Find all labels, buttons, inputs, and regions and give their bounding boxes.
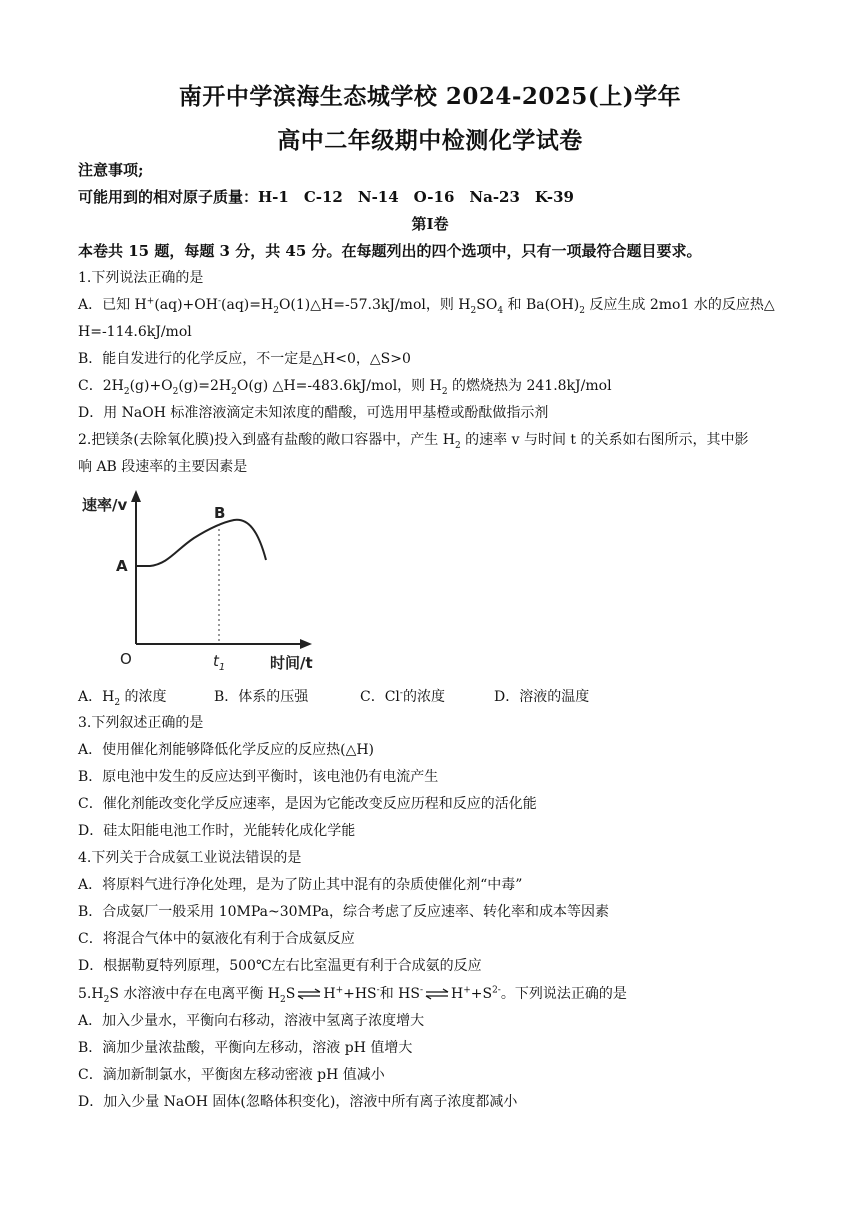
q5-sup-plus-b: + xyxy=(463,985,471,996)
q3-option-c: C．催化剂能改变化学反应速率，是因为它能改变反应历程和反应的活化能 xyxy=(78,796,537,812)
q1-option-d: D．用 NaOH 标准溶液滴定未知浓度的醋酸，可选用甲基橙或酚酞做指示剂 xyxy=(78,405,549,421)
q1-a-text-2: (aq)+OH xyxy=(154,297,218,313)
q4-option-b: B．合成氨厂一般采用 10MPa~30MPa，综合考虑了反应速率、转化率和成本等因素 xyxy=(78,904,610,920)
equilibrium-arrow-icon xyxy=(297,988,321,1000)
q5-sub-2a: 2 xyxy=(103,994,110,1005)
q4-stem: 4.下列关于合成氨工业说法错误的是 xyxy=(78,850,302,866)
atomic-mass-line: 可能用到的相对原子质量：H-1 C-12 N-14 O-16 Na-23 K-39 xyxy=(78,188,574,206)
q2-stem xyxy=(78,430,798,450)
exam-title-line2: 高中二年级期中检测化学试卷 xyxy=(277,127,583,154)
q2-stem-text-1: 2.把镁条(去除氧化膜)投入到盛有盐酸的敞口容器中，产生 H xyxy=(78,432,455,448)
q1-a-text-6: 和 Ba(OH) xyxy=(503,297,580,313)
q1-c-text-3: (g)=2H xyxy=(178,378,232,394)
q5-sup-plus-a: + xyxy=(335,985,344,996)
q3-option-a: A．使用催化剂能够降低化学反应的反应热(△H) xyxy=(78,742,375,758)
q5-text-5: +HS xyxy=(343,986,377,1002)
q2-a-sub-2: 2 xyxy=(114,697,121,708)
q1-c-text-4: O(g) △H=-483.6kJ/mol，则 H xyxy=(236,378,442,394)
q5-option-a: A．加入少量水，平衡向右移动，溶液中氢离子浓度增大 xyxy=(78,1013,425,1029)
q1-a-text-3: (aq)=H xyxy=(221,297,274,313)
q1-c-sub-2b: 2 xyxy=(172,386,179,397)
q1-a-sub-2c: 2 xyxy=(579,305,585,316)
q1-a-text-7: 反应生成 2mo1 水的反应热△ xyxy=(584,297,775,313)
q1-option-b: B．能自发进行的化学反应，不一定是△H<0，△S>0 xyxy=(78,351,411,367)
q2-options xyxy=(78,686,778,706)
q1-c-text-5: 的燃烧热为 241.8kJ/mol xyxy=(447,378,612,394)
q3-stem: 3.下列叙述正确的是 xyxy=(78,715,204,731)
y-axis-label: 速率/v xyxy=(82,496,128,514)
section-instructions: 本卷共 15 题，每题 3 分，共 45 分。在每题列出的四个选项中，只有一项最符合题目要求。 xyxy=(78,242,702,260)
q3-option-b: B．原电池中发生的反应达到平衡时，该电池仍有电流产生 xyxy=(78,769,439,785)
q1-stem: 1.下列说法正确的是 xyxy=(78,270,204,286)
q1-c-sub-2d: 2 xyxy=(441,386,448,397)
q2-a-text-1: A．H xyxy=(78,689,115,705)
q1-c-text-2: (g)+O xyxy=(129,378,173,394)
section-title: 第Ⅰ卷 xyxy=(411,215,449,233)
point-b-label: B xyxy=(214,504,226,522)
q5-text-6: 和 HS xyxy=(379,986,420,1002)
q5-sup-2minus: 2- xyxy=(492,985,501,996)
q1-a-sub-2a: 2 xyxy=(273,305,279,316)
q5-text-9: 。下列说法正确的是 xyxy=(500,986,627,1002)
q4-option-a: A．将原料气进行净化处理，是为了防止其中混有的杂质使催化剂“中毒” xyxy=(78,877,523,893)
q2-stem-line2: 响 AB 段速率的主要因素是 xyxy=(78,459,248,475)
q1-c-sub-2c: 2 xyxy=(231,386,237,397)
q2-stem-sub-2: 2 xyxy=(454,440,461,451)
q2-c-sup-minus: - xyxy=(399,688,403,699)
q5-option-c: C．滴加新制氯水，平衡囱左移动密液 pH 值减小 xyxy=(78,1067,385,1083)
q5-option-d: D．加入少量 NaOH 固体(忽略体积变化)，溶液中所有离子浓度都减小 xyxy=(78,1094,518,1110)
q2-c-text-2: 的浓度 xyxy=(402,689,445,705)
origin-label: O xyxy=(120,650,132,668)
q1-a-text-5: SO xyxy=(476,297,498,313)
q2-option-c xyxy=(360,686,445,706)
notes-label: 注意事项; xyxy=(78,161,144,179)
q1-a-sub-4: 4 xyxy=(497,305,504,316)
q5-text-4: H xyxy=(323,986,336,1002)
q5-option-b: B．滴加少量浓盐酸，平衡向左移动，溶液 pH 值增大 xyxy=(78,1040,413,1056)
q5-text-7: H xyxy=(450,986,464,1002)
q1-option-a xyxy=(78,295,798,315)
q5-stem xyxy=(78,984,798,1004)
q1-option-a-line2: H=-114.6kJ/mol xyxy=(78,324,192,340)
q1-c-text-1: C．2H xyxy=(78,378,124,394)
q5-text-2: S 水溶液中存在电离平衡 H xyxy=(109,986,281,1002)
q2-stem-text-2: 的速率 v 与时间 t 的关系如右图所示，其中影 xyxy=(460,432,749,448)
q2-option-b: B．体系的压强 xyxy=(214,689,309,705)
q5-text-3: S xyxy=(285,986,296,1002)
q1-a-sub-2b: 2 xyxy=(470,305,477,316)
q4-option-d: D．根据勒夏特列原理，500℃左右比室温更有利于合成氨的反应 xyxy=(78,958,482,974)
q2-option-d: D．溶液的温度 xyxy=(494,689,590,705)
t1-sub: 1 xyxy=(218,662,226,673)
equilibrium-arrow-icon xyxy=(425,988,449,1000)
q5-sup-minus-a: - xyxy=(376,985,380,996)
q2-rate-time-figure xyxy=(76,484,338,680)
q1-c-sub-2a: 2 xyxy=(123,386,130,397)
q1-a-sup-minus: - xyxy=(217,296,222,307)
q5-text-1: 5.H xyxy=(78,986,104,1002)
q5-text-8: +S xyxy=(470,986,493,1002)
point-a-label: A xyxy=(116,557,128,575)
q1-a-text-4: O(1)△H=-57.3kJ/mol，则 H xyxy=(278,297,471,313)
exam-title-line1: 南开中学滨海生态城学校 2024-2025(上)学年 xyxy=(178,83,682,110)
q2-c-text-1: C．Cl xyxy=(360,689,400,705)
x-axis-label: 时间/t xyxy=(270,654,313,672)
q1-a-text-1: A．已知 H xyxy=(78,297,147,313)
q5-sub-2b: 2 xyxy=(280,994,286,1005)
q5-sup-minus-b: - xyxy=(419,985,423,996)
q2-a-text-2: 的浓度 xyxy=(120,689,167,705)
q1-a-sup-plus: + xyxy=(146,296,155,307)
q1-option-c xyxy=(78,376,798,396)
q2-option-a xyxy=(78,686,167,706)
t1-main: t xyxy=(213,652,219,670)
q4-option-c: C．将混合气体中的氨液化有利于合成氨反应 xyxy=(78,931,355,947)
q3-option-d: D．硅太阳能电池工作时，光能转化成化学能 xyxy=(78,823,356,839)
